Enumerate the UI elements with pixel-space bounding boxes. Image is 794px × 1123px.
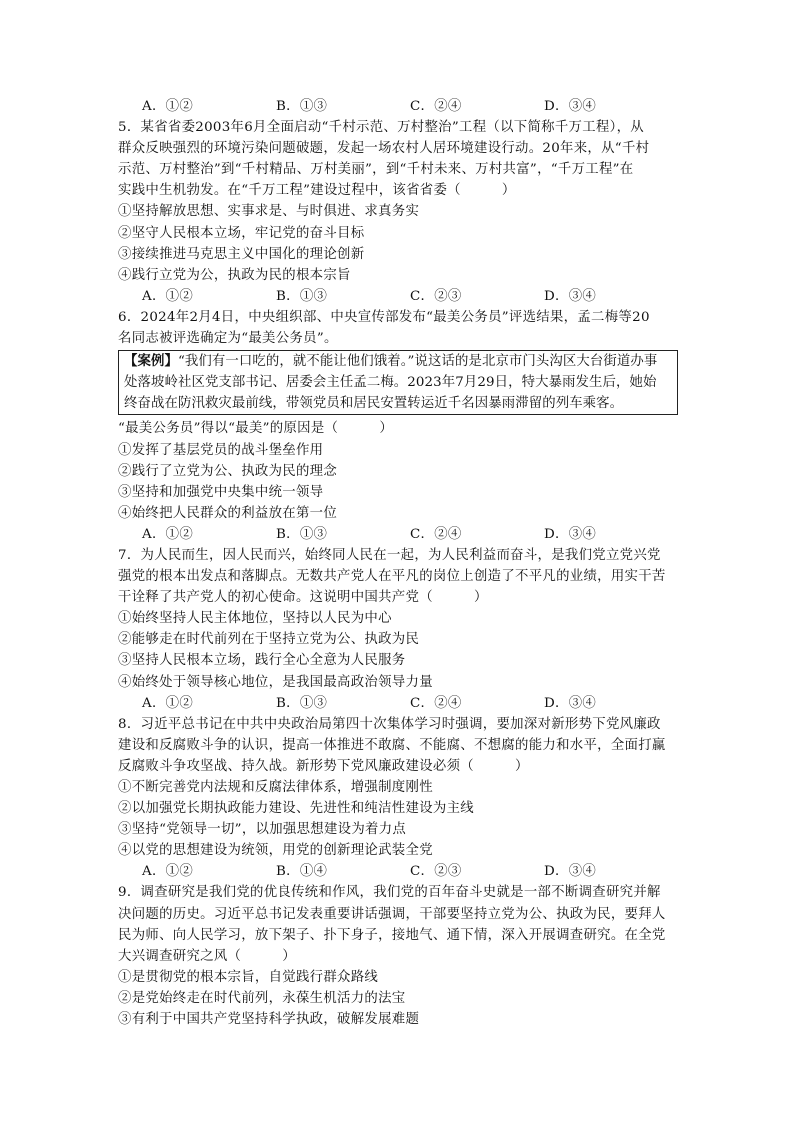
q6-case-line-2: 处落坡岭社区党支部书记、居委会主任孟二梅。2023年7月29日，特大暴雨发生后，她始 (124, 375, 657, 391)
question-6 (118, 307, 678, 545)
q7-item-4: ④始终处于领导核心地位，是我国最高政治领导力量 (118, 674, 433, 690)
q8-item-3: ③坚持“党领导一切”，以加强思想建设为着力点 (118, 822, 407, 838)
q9-stem-line-1: 9．调查研究是我们党的优良传统和作风，我们党的百年奋斗史就是一部不断调查研究并解 (118, 885, 661, 901)
q6-case-line-1 (124, 351, 673, 372)
q5-option-c[interactable]: C．②③ (410, 288, 462, 304)
question-8 (118, 714, 678, 883)
q8-options (118, 861, 678, 882)
q9-item-1: ①是贯彻党的根本宗旨，自觉践行群众路线 (118, 969, 379, 985)
q5-stem-line-1: 5．某省省委2003年6月全面启动“千村示范、万村整治”工程（以下简称千万工程），从 (118, 120, 644, 136)
q5-options (118, 286, 678, 307)
q7-stem-line-1: 7．为人民而生，因人民而兴，始终同人民在一起，为人民利益而奋斗，是我们党立党兴党 (118, 547, 661, 563)
q8-option-d[interactable]: D．③④ (544, 864, 597, 880)
q5-item-2: ②坚守人民根本立场，牢记党的奋斗目标 (118, 225, 365, 241)
q8-stem-line-2: 建设和反腐败斗争的认识，提高一体推进不敢腐、不能腐、不想腐的能力和水平，全面打赢 (118, 737, 666, 753)
q7-option-a[interactable]: A．①② (142, 695, 194, 711)
q4-options (118, 96, 678, 117)
q7-item-2: ②能够走在时代前列在于坚持立党为公、执政为民 (118, 632, 420, 648)
q7-option-c[interactable]: C．②④ (410, 695, 462, 711)
q5-item-1: ①坚持解放思想、实事求是、与时俱进、求真务实 (118, 204, 420, 220)
q6-option-b[interactable]: B．①③ (276, 526, 328, 542)
q8-option-a[interactable]: A．①② (142, 864, 194, 880)
q7-stem-line-2: 强党的根本出发点和落脚点。无数共产党人在平凡的岗位上创造了不平凡的业绩，用实干苦 (118, 569, 666, 585)
q8-stem-line-1: 8．习近平总书记在中共中央政治局第四十次集体学习时强调，要加深对新形势下党风廉政 (118, 716, 661, 732)
q6-item-3: ③坚持和加强党中央集中统一领导 (118, 484, 324, 500)
q9-stem-line-4: 大兴调查研究之风（ ） (118, 948, 296, 964)
question-5 (118, 117, 678, 307)
q6-case-text-1: “我们有一口吃的，就不能让他们饿着。”说这话的是北京市门头沟区大台街道办事 (177, 354, 658, 370)
q6-stem-line-2: 名同志被评选确定为“最美公务员”。 (118, 331, 338, 347)
q6-option-a[interactable]: A．①② (142, 526, 194, 542)
q6-option-c[interactable]: C．②④ (410, 526, 462, 542)
q6-item-1: ①发挥了基层党员的战斗堡垒作用 (118, 442, 324, 458)
q4-option-a[interactable]: A．①② (142, 99, 194, 114)
q5-item-3: ③接续推进马克思主义中国化的理论创新 (118, 246, 365, 262)
q5-option-a[interactable]: A．①② (142, 288, 194, 304)
q7-options (118, 693, 678, 714)
q6-case-line-3: 终奋战在防汛救灾最前线，带领党员和居民安置转运近千名因暴雨滞留的列车乘客。 (124, 396, 624, 412)
q9-item-2: ②是党始终走在时代前列，永葆生机活力的法宝 (118, 990, 406, 1006)
q7-stem-line-3: 干诠释了共产党人的初心使命。这说明中国共产党（ ） (118, 590, 488, 606)
exam-page (118, 96, 678, 1030)
q6-stem-line-1: 6．2024年2月4日，中央组织部、中央宣传部发布“最美公务员”评选结果，孟二梅等20 (118, 309, 650, 325)
q6-option-d[interactable]: D．③④ (544, 526, 597, 542)
q5-item-4: ④践行立党为公，执政为民的根本宗旨 (118, 267, 351, 283)
q7-option-d[interactable]: D．③④ (544, 695, 597, 711)
q9-stem-line-3: 民为师、向人民学习，放下架子、扑下身子，接地气、通下情，深入开展调查研究。在全党 (118, 927, 666, 943)
q7-item-1: ①始终坚持人民主体地位，坚持以人民为中心 (118, 611, 392, 627)
q8-option-c[interactable]: C．②③ (410, 864, 462, 880)
q4-option-c[interactable]: C．②④ (410, 99, 462, 114)
q7-item-3: ③坚持人民根本立场，践行全心全意为人民服务 (118, 653, 406, 669)
q8-stem-line-3: 反腐败斗争攻坚战、持久战。新形势下党风廉政建设必须（ ） (118, 758, 529, 774)
question-7 (118, 545, 678, 714)
q4-option-b[interactable]: B．①③ (276, 99, 328, 114)
q4-option-d[interactable]: D．③④ (544, 99, 597, 114)
q5-option-d[interactable]: D．③④ (544, 288, 597, 304)
q5-stem-line-3: 示范、万村整治”到“千村精品、万村美丽”，到“千村未来、万村共富”，“千万工程”在 (118, 162, 634, 178)
q8-item-2: ②以加强党长期执政能力建设、先进性和纯洁性建设为主线 (118, 801, 474, 817)
q5-stem-line-4: 实践中生机勃发。在“千万工程”建设过程中，该省省委（ ） (118, 183, 516, 199)
q6-item-2: ②践行了立党为公、执政为民的理念 (118, 463, 338, 479)
q9-stem-line-2: 决问题的历史。习近平总书记发表重要讲话强调，干部要坚持立党为公、执政为民，要拜人 (118, 906, 666, 922)
q5-stem-line-2: 群众反映强烈的环境污染问题破题，发起一场农村人居环境建设行动。20年来，从“千村 (118, 141, 650, 157)
q7-option-b[interactable]: B．①③ (276, 695, 328, 711)
q6-item-4: ④始终把人民群众的利益放在第一位 (118, 505, 338, 521)
q6-question: “最美公务员”得以“最美”的原因是（ ） (118, 421, 394, 437)
question-9 (118, 882, 678, 1030)
q8-item-1: ①不断完善党内法规和反腐法律体系，增强制度刚性 (118, 780, 433, 795)
q5-option-b[interactable]: B．①③ (276, 288, 328, 304)
q8-item-4: ④以党的思想建设为统领，用党的创新理论武装全党 (118, 843, 433, 859)
q9-item-3: ③有利于中国共产党坚持科学执政，破解发展难题 (118, 1012, 420, 1028)
q6-options (118, 524, 678, 545)
q6-case-box (118, 350, 678, 415)
q8-option-b[interactable]: B．①④ (276, 864, 328, 880)
q6-case-label: 【案例】 (124, 353, 178, 370)
